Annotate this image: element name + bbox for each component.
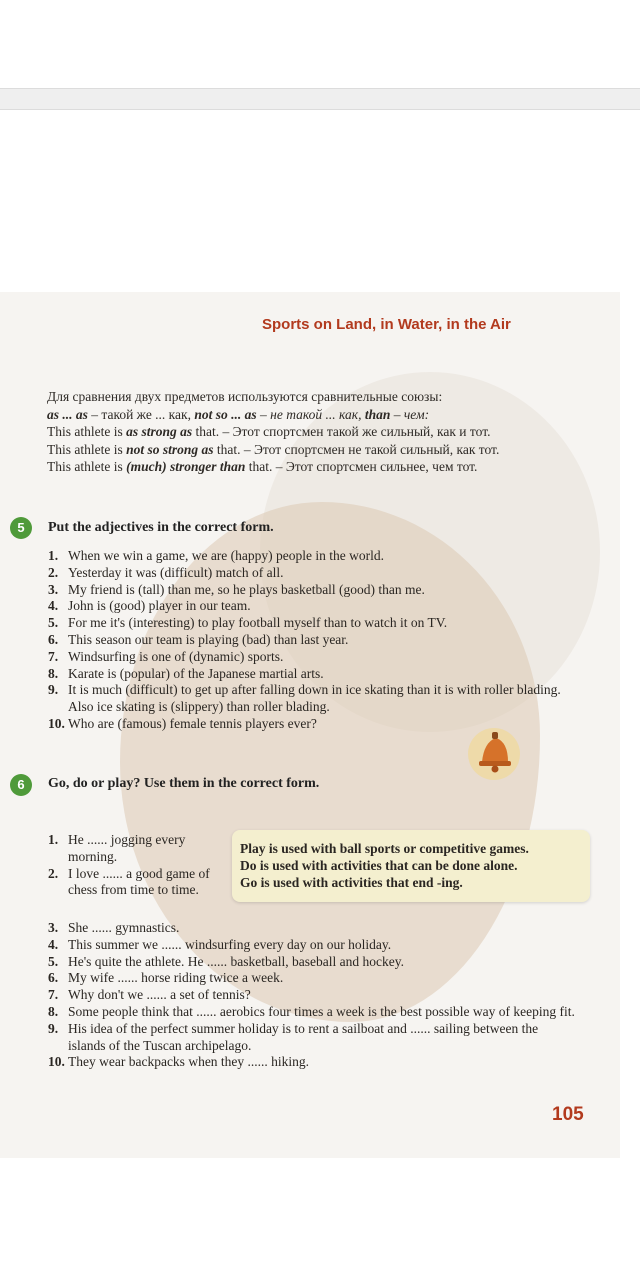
textbook-page	[0, 292, 620, 1158]
item-text: Karate is (popular) of the Japanese martial arts.	[68, 665, 324, 681]
item-text: My friend is (tall) than me, so he plays basketball (good) than me.	[68, 581, 425, 597]
list-item	[48, 970, 578, 987]
grammar-example-2	[47, 441, 587, 459]
list-item	[48, 1021, 578, 1055]
item-text: My wife ...... horse riding twice a week.	[68, 970, 284, 986]
ex3-key: (much) stronger than	[126, 459, 246, 474]
item-number: 2.	[48, 865, 59, 881]
item-number: 10.	[48, 715, 65, 731]
item-text: For me it's (interesting) to play football myself than to watch it on TV.	[68, 615, 448, 631]
item-number: 7.	[48, 987, 59, 1003]
item-text: Windsurfing is one of (dynamic) sports.	[68, 648, 284, 664]
item-text: He ...... jogging every morning.	[68, 832, 186, 864]
item-number: 7.	[48, 648, 59, 664]
grammar-conjunctions	[47, 406, 587, 424]
list-item	[48, 598, 568, 615]
ex2-key: not so strong as	[126, 441, 214, 457]
item-text: This season our team is playing (bad) than last year.	[68, 631, 349, 647]
item-number: 3.	[48, 581, 59, 597]
list-item	[48, 1004, 578, 1021]
item-number: 9.	[48, 682, 59, 698]
list-item	[48, 666, 568, 683]
item-text: This summer we ...... windsurfing every day on our holiday.	[68, 936, 392, 952]
exercise-5-title: Put the adjectives in the correct form.	[48, 520, 274, 535]
ex2-start: This athlete is	[47, 441, 127, 457]
item-number: 6.	[48, 970, 59, 986]
item-number: 1.	[48, 832, 59, 847]
list-item	[48, 937, 578, 954]
item-text: Why don't we ...... a set of tennis?	[68, 987, 251, 1003]
conj-as-as: as ... as	[47, 406, 88, 422]
bell-icon	[466, 724, 522, 780]
list-item	[48, 548, 568, 565]
item-text: Yesterday it was (difficult) match of all.	[68, 564, 284, 580]
item-text: When we win a game, we are (happy) people in the world.	[68, 548, 385, 563]
item-text: Some people think that ...... aerobics four times a week is the best possible way of keeping fit.	[68, 1003, 575, 1019]
viewer-divider	[0, 88, 640, 110]
item-text: She ...... gymnastics.	[68, 920, 180, 935]
page-number: 105	[552, 1104, 584, 1125]
conj-than-ru: – чем:	[390, 406, 430, 422]
list-item	[48, 866, 226, 900]
item-number: 1.	[48, 548, 59, 563]
tip-go: Go is used with activities that end -ing.	[240, 875, 463, 890]
item-number: 2.	[48, 564, 59, 580]
item-number: 3.	[48, 920, 59, 935]
item-text: It is much (difficult) to get up after falling down in ice skating than it is with roller blading. Also ice skating is (slippery) than roller blading.	[68, 682, 561, 715]
exercise-6-title: Go, do or play? Use them in the correct form.	[48, 776, 320, 791]
item-text: I love ...... a good game of chess from time to time.	[68, 865, 210, 898]
item-text: He's quite the athlete. He ...... basketball, baseball and hockey.	[68, 953, 404, 969]
item-number: 8.	[48, 1003, 59, 1019]
list-item	[48, 954, 578, 971]
list-item	[48, 565, 568, 582]
item-number: 10.	[48, 1054, 65, 1070]
item-number: 4.	[48, 936, 59, 952]
list-item	[48, 632, 568, 649]
item-text: They wear backpacks when they ...... hiking.	[68, 1054, 310, 1070]
ex1-start: This athlete is	[47, 424, 127, 439]
conj-not-so-as-ru: – не такой ... как,	[256, 406, 365, 422]
grammar-tip-box	[232, 830, 590, 902]
tip-do: Do is used with activities that can be done alone.	[240, 858, 518, 873]
list-item	[48, 832, 226, 866]
ex1-key: as strong as	[126, 424, 193, 439]
list-item	[48, 582, 568, 599]
list-item	[48, 920, 578, 937]
list-item	[48, 649, 568, 666]
exercise-5-badge: 5	[10, 517, 32, 539]
item-text: His idea of the perfect summer holiday is to rent a sailboat and ...... sailing between the islands of the Tuscan archipelago.	[68, 1020, 539, 1053]
exercise-5-list	[48, 548, 568, 733]
item-text: Who are (famous) female tennis players ever?	[68, 715, 317, 731]
ex3-end: that. – Этот спортсмен сильнее, чем тот.	[245, 459, 478, 474]
grammar-example-1	[47, 423, 587, 441]
exercise-6-badge: 6	[10, 774, 32, 796]
item-number: 8.	[48, 665, 59, 681]
page-header: Sports on Land, in Water, in the Air	[262, 316, 511, 333]
ex1-end: that. – Этот спортсмен такой же сильный, как и тот.	[192, 424, 491, 439]
exercise-6-list	[48, 920, 578, 1071]
ex2-end: that. – Этот спортсмен не такой сильный, как тот.	[213, 441, 500, 457]
list-item	[48, 682, 568, 716]
grammar-example-3	[47, 458, 587, 476]
list-item	[48, 1054, 578, 1071]
conj-than: than	[364, 406, 391, 422]
conj-as-as-ru: – такой же ... как,	[87, 406, 195, 422]
item-number: 6.	[48, 631, 59, 647]
ex3-start: This athlete is	[47, 459, 127, 474]
grammar-box	[47, 388, 587, 476]
item-text: John is (good) player in our team.	[68, 598, 251, 614]
item-number: 4.	[48, 598, 59, 614]
item-number: 5.	[48, 953, 59, 969]
tip-play: Play is used with ball sports or competitive games.	[240, 841, 529, 856]
list-item	[48, 615, 568, 632]
exercise-6-list-top	[48, 832, 226, 899]
item-number: 9.	[48, 1020, 59, 1036]
viewer-top-bar	[0, 0, 640, 88]
list-item	[48, 987, 578, 1004]
conj-not-so-as: not so ... as	[194, 406, 257, 422]
item-number: 5.	[48, 615, 59, 631]
grammar-intro: Для сравнения двух предметов используются сравнительные союзы:	[47, 389, 443, 404]
